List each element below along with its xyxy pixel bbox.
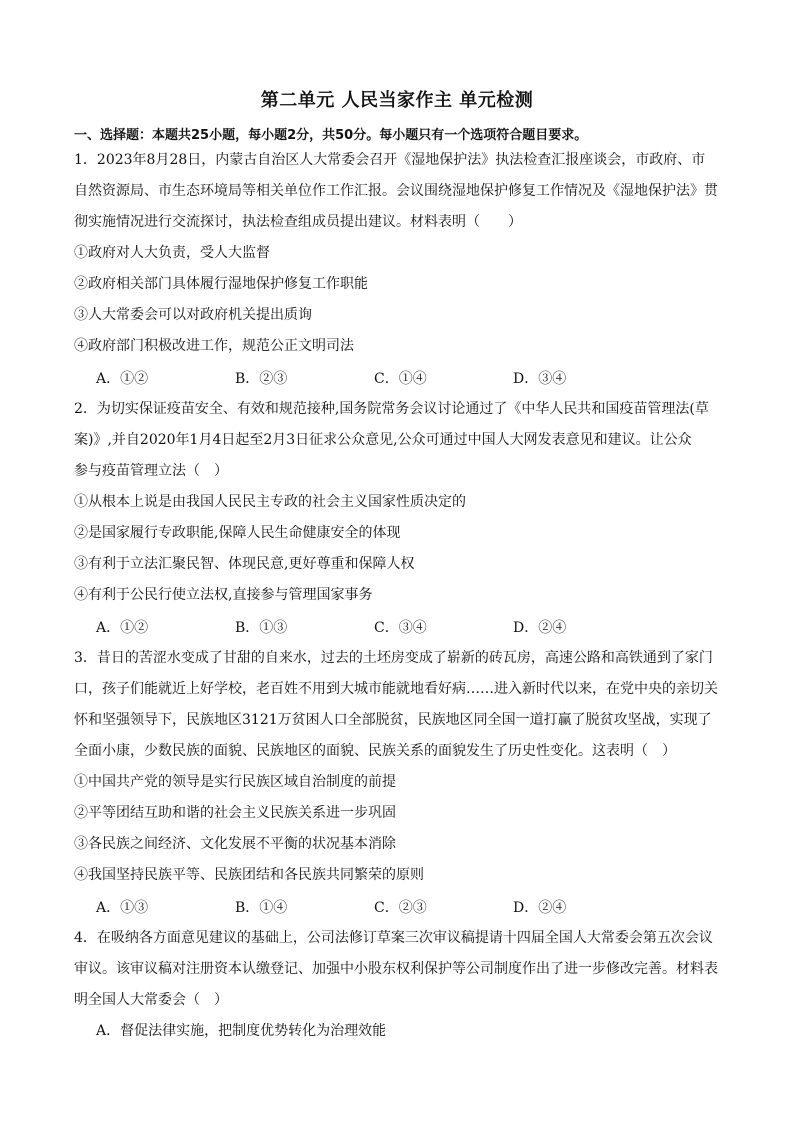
q2-option-b[interactable]: B．①③ [235,620,288,636]
q1-option-a[interactable]: A．①② [96,371,149,387]
q1-stem-line-3: 彻实施情况进行交流探讨，执法检查组成员提出建议。材料表明（ ） [74,214,522,230]
q3-option-b[interactable]: B．①④ [235,900,288,916]
q2-item-1: ①从根本上说是由我国人民民主专政的社会主义国家性质决定的 [74,494,466,510]
q3-item-4: ④我国坚持民族平等、民族团结和各民族共同繁荣的原则 [74,867,424,883]
q1-item-4: ④政府部门积极改进工作，规范公正文明司法 [74,338,354,354]
q4-option-a[interactable]: A．督促法律实施，把制度优势转化为治理效能 [96,1023,387,1039]
q3-item-1: ①中国共产党的领导是实行民族区域自治制度的前提 [74,774,396,790]
q2-item-4: ④有利于公民行使立法权,直接参与管理国家事务 [74,587,373,603]
q3-stem-line-1: 3．昔日的苦涩水变成了甘甜的自来水，过去的土坯房变成了崭新的砖瓦房，高速公路和高铁通到了家门 [74,650,713,666]
q3-option-d[interactable]: D．②④ [513,900,567,916]
q2-item-3: ③有利于立法汇聚民智、体现民意,更好尊重和保障人权 [74,556,415,572]
q2-option-d[interactable]: D．②④ [513,620,567,636]
q3-option-c[interactable]: C．②③ [374,900,427,916]
q4-stem-line-2: 审议。该审议稿对注册资本认缴登记、加强中小股东权利保护等公司制度作出了进一步修改完善。材料表 [74,961,718,977]
q3-options [96,897,736,917]
q1-option-b[interactable]: B．②③ [235,371,288,387]
q2-stem-line-3: 参与疫苗管理立法（ ） [74,463,228,479]
q3-item-2: ②平等团结互助和谐的社会主义民族关系进一步巩固 [74,805,396,821]
q1-item-2: ②政府相关部门具体履行湿地保护修复工作职能 [74,276,368,292]
section-heading: 一、选择题：本题共25小题，每小题2分，共50分。每小题只有一个选项符合题目要求。 [74,128,588,143]
q3-stem-line-2: 口，孩子们能就近上好学校，老百姓不用到大城市能就地看好病……进入新时代以来，在党中央的亲切关 [74,681,718,697]
q2-options [96,617,736,637]
q2-option-a[interactable]: A．①② [96,620,149,636]
q2-stem-line-1: 2．为切实保证疫苗安全、有效和规范接种,国务院常务会议讨论通过了《中华人民共和国疫苗管理法(草 [74,401,709,417]
page-title: 第二单元 人民当家作主 单元检测 [260,90,534,111]
q1-item-1: ①政府对人大负责，受人大监督 [74,245,270,261]
q1-option-c[interactable]: C．①④ [374,371,427,387]
q3-item-3: ③各民族之间经济、文化发展不平衡的状况基本消除 [74,836,396,852]
q3-option-a[interactable]: A．①③ [96,900,149,916]
q1-stem-line-2: 自然资源局、市生态环境局等相关单位作工作汇报。会议围绕湿地保护修复工作情况及《湿地保护法》贯 [74,183,718,199]
q4-stem-line-3: 明全国人大常委会（ ） [74,992,228,1008]
q1-item-3: ③人大常委会可以对政府机关提出质询 [74,307,312,323]
q2-item-2: ②是国家履行专政职能,保障人民生命健康安全的体现 [74,525,401,541]
q1-stem-line-1: 1．2023年8月28日，内蒙古自治区人大常委会召开《湿地保护法》执法检查汇报座谈会，市政府、市 [74,152,706,168]
q1-option-d[interactable]: D．③④ [513,371,567,387]
q2-option-c[interactable]: C．③④ [374,620,427,636]
q1-options [96,368,736,388]
q3-stem-line-3: 怀和坚强领导下，民族地区3121万贫困人口全部脱贫，民族地区同全国一道打赢了脱贫攻坚战，实现了 [74,712,712,728]
q2-stem-line-2: 案)》,并自2020年1月4日起至2月3日征求公众意见,公众可通过中国人大网发表意见和建议。让公众 [74,432,692,448]
q4-stem-line-1: 4．在吸纳各方面意见建议的基础上，公司法修订草案三次审议稿提请十四届全国人大常委会第五次会议 [74,930,713,946]
q3-stem-line-4: 全面小康，少数民族的面貌、民族地区的面貌、民族关系的面貌发生了历史性变化。这表明（ ） [74,743,676,759]
